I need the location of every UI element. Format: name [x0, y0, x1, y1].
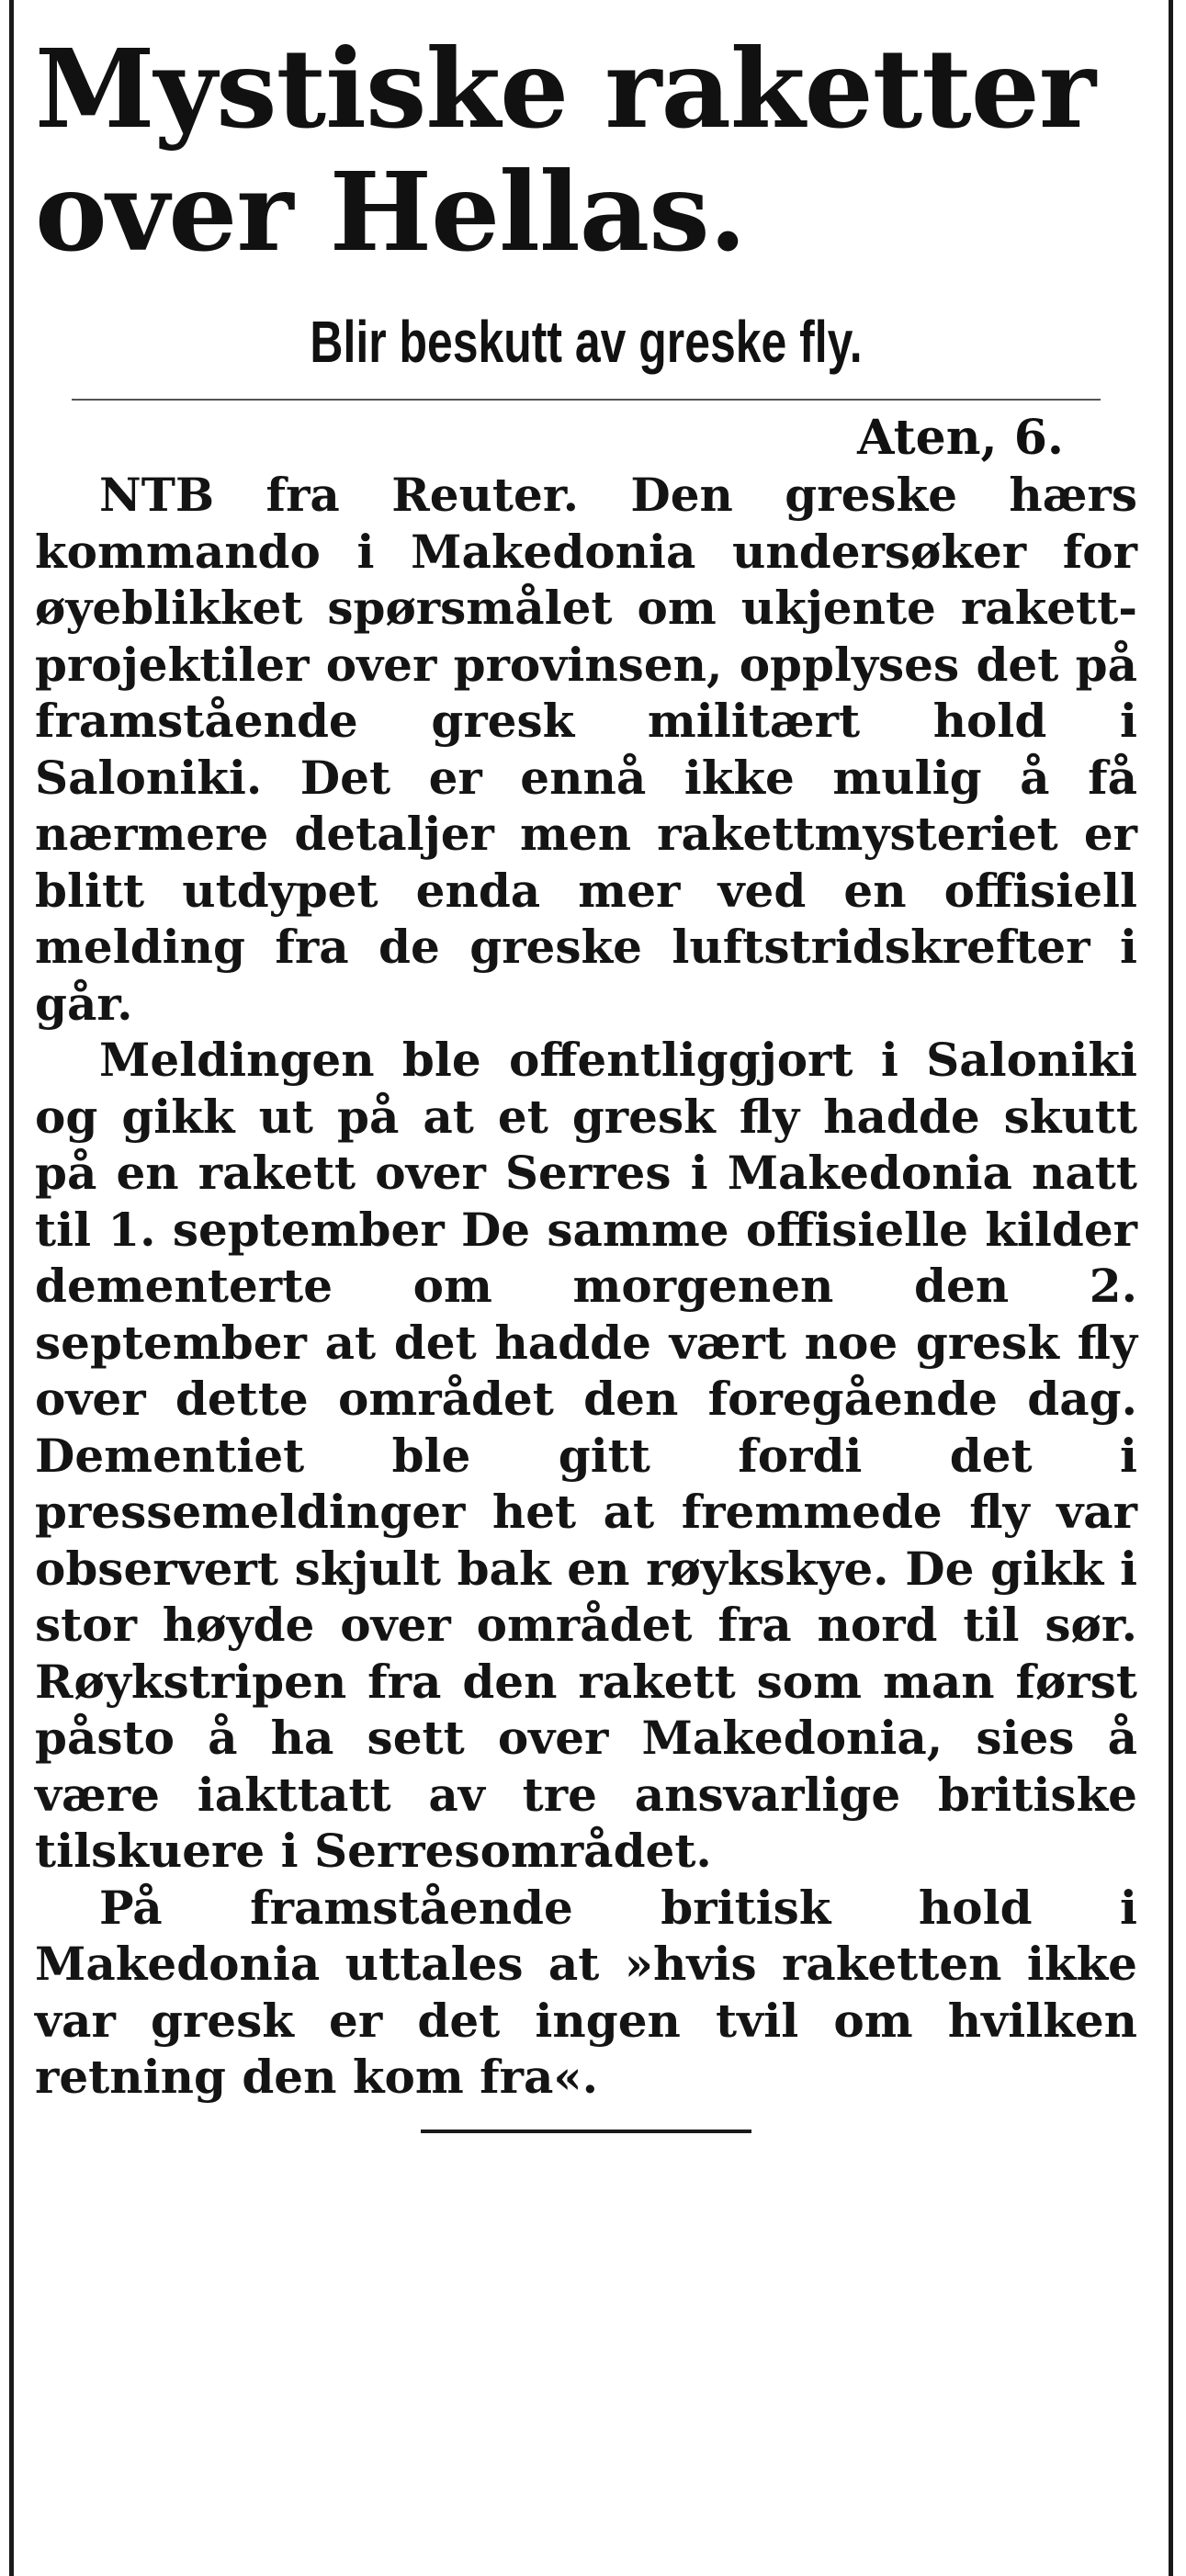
column-rule-left	[9, 0, 14, 2576]
article-end-rule	[421, 2130, 751, 2133]
article-paragraph: NTB fra Reuter. Den greske hærs kommando i Makedonia undersøker for øyeblikket spørsmålet om ukjente rakett-projektiler over provinsen, opplyses det på framstående gresk militært hold i Saloniki. Det er ennå ikke mulig å få nærmere detaljer men rakettmysteriet er blitt utdypet enda mer ved en offisiell melding fra de greske luftstridskrefter i går.	[35, 468, 1137, 1031]
subheadline-divider	[72, 399, 1101, 401]
article-headline: Mystiske raketter over Hellas.	[35, 25, 1096, 276]
article-paragraph: På framstående britisk hold i Makedonia uttales at »hvis raketten ikke var gresk er det ingen tvil om hvilken retning den kom fra«.	[35, 1880, 1137, 2104]
column-rule-right	[1169, 0, 1173, 2576]
article-paragraph: Meldingen ble offentliggjort i Saloniki og gikk ut på at et gresk fly hadde skutt på en rakett over Serres i Makedonia natt til 1. september De samme offisielle kilder dementerte om morgenen den 2. september at det hadde vært noe gresk fly over dette området den foregående dag. Dementiet ble gitt fordi det i pressemeldinger het at fremmede fly var observert skjult bak en røykskye. De gikk i stor høyde over området fra nord til sør. Røykstripen fra den rakett som man først påsto å ha sett over Makedonia, sies å være iakttatt av tre ansvarlige britiske tilskuere i Serresområdet.	[35, 1033, 1137, 1878]
article-subheadline: Blir beskutt av greske fly.	[310, 309, 863, 375]
news-article	[35, 25, 1137, 2133]
article-dateline: Aten, 6.	[857, 410, 1064, 466]
